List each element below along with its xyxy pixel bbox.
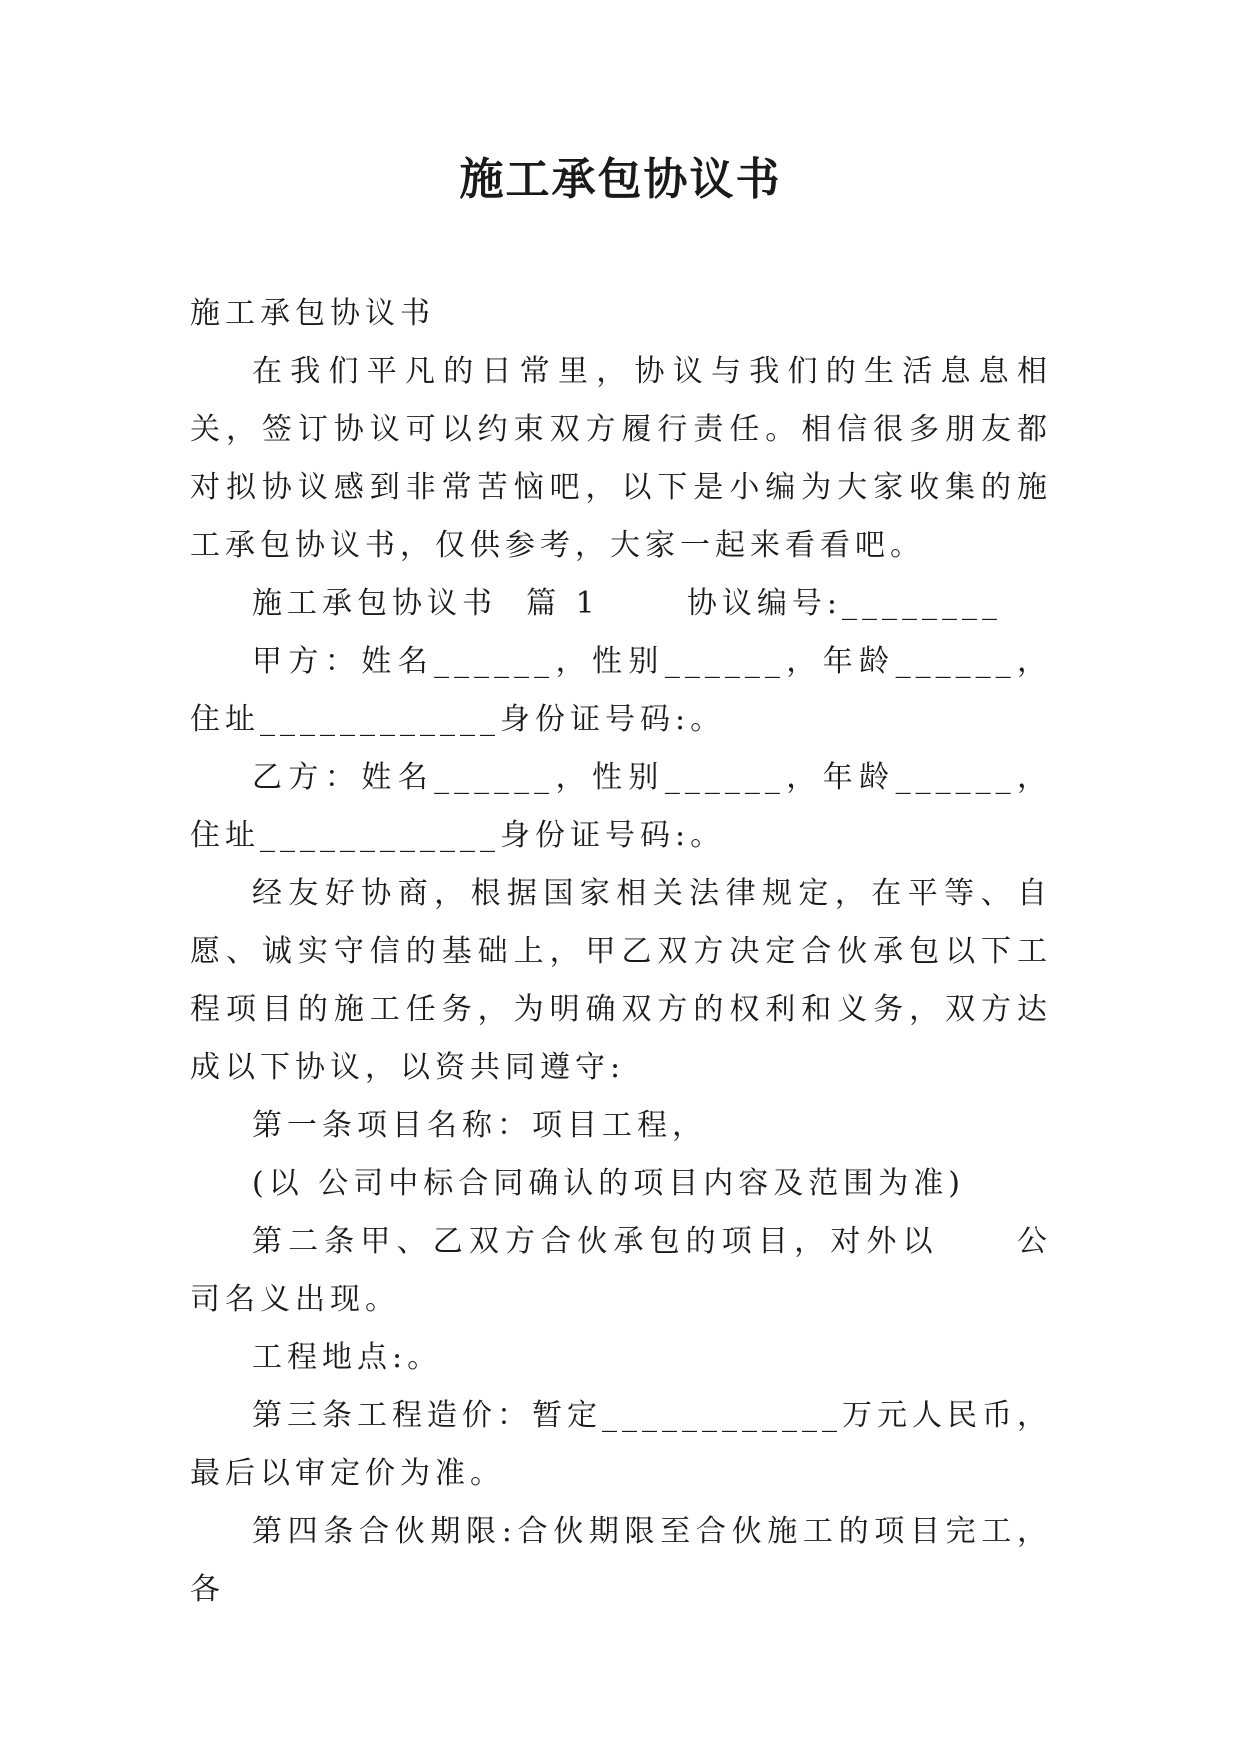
paragraph-party-a: 甲方：姓名______，性别______，年龄______，住址____________身份证号码:。 — [190, 644, 1052, 737]
paragraph-negotiation: 经友好协商，根据国家相关法律规定，在平等、自愿、诚实守信的基础上，甲乙双方决定合伙承包以下工程项目的施工任务，为明确双方的权利和义务，双方达成以下协议，以资共同遵守: — [190, 876, 1052, 1085]
paragraph-article-1: 第一条项目名称：项目工程， — [252, 1108, 707, 1143]
paragraph-agreement-number: 施工承包协议书 篇 1 协议编号:________ — [252, 586, 1003, 621]
paragraph-article-3: 第三条工程造价：暂定____________万元人民币，最后以审定价为准。 — [190, 1398, 1052, 1491]
document-body — [190, 285, 1052, 1619]
paragraph-article-4: 第四条合伙期限:合伙期限至合伙施工的项目完工，各 — [190, 1514, 1052, 1607]
paragraph-intro: 在我们平凡的日常里，协议与我们的生活息息相关，签订协议可以约束双方履行责任。相信很多朋友都对拟协议感到非常苦恼吧，以下是小编为大家收集的施工承包协议书，仅供参考，大家一起来看看吧。 — [190, 354, 1052, 563]
paragraph-heading: 施工承包协议书 — [190, 296, 435, 331]
paragraph-article-2: 第二条甲、乙双方合伙承包的项目，对外以 公司名义出现。 — [190, 1224, 1052, 1317]
document-title: 施工承包协议书 — [459, 154, 782, 205]
paragraph-article-1-note: (以 公司中标合同确认的项目内容及范围为准) — [252, 1166, 965, 1201]
paragraph-project-location: 工程地点:。 — [252, 1340, 443, 1375]
paragraph-party-b: 乙方：姓名______，性别______，年龄______，住址____________身份证号码:。 — [190, 760, 1052, 853]
